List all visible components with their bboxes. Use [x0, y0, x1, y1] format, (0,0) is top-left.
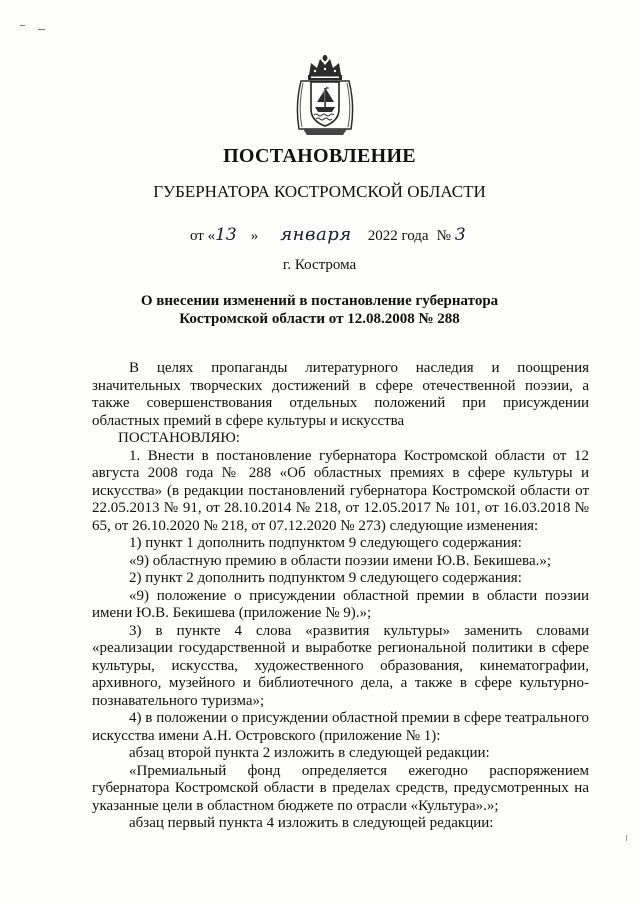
- city: г. Кострома: [282, 257, 357, 273]
- date-mid: »: [250, 228, 259, 244]
- document-heading: [0, 292, 639, 328]
- date-line: [190, 224, 466, 245]
- paragraph-decree: ПОСТАНОВЛЯЮ:: [118, 430, 240, 446]
- scan-speck: [626, 835, 627, 841]
- date-month: января: [280, 224, 352, 245]
- paragraph: «Премиальный фонд определяется ежегодно распоряжением губернатора Костромской области в пределах средств, предусмотренных на указанные цели в областном бюджете по отрасли «Культура».»;: [92, 762, 589, 814]
- heading-line: О внесении изменений в постановление губернатора: [140, 293, 499, 309]
- date-day: 13: [215, 225, 237, 245]
- paragraph: 3) в пункте 4 слова «развития культуры» заменить словами «реализации государственной и выработке региональной политики в сфере культуры, искусства, художественного образования, кинематографии, архивного, музейного и библиотечного дела, а также в сфере культурно-познавательного туризма»;: [92, 622, 589, 709]
- number-prefix: №: [436, 228, 451, 244]
- document-subtitle: ГУБЕРНАТОРА КОСТРОМСКОЙ ОБЛАСТИ: [153, 182, 486, 201]
- scan-speck: [38, 29, 45, 30]
- paragraph: абзац второй пункта 2 изложить в следующей редакции:: [129, 745, 490, 761]
- paragraph: «9) областную премию в области поэзии имени Ю.В. Бекишева.»;: [129, 552, 552, 569]
- paragraph: В целях пропаганды литературного наследия и поощрения значительных творческих достижений в сфере отечественной поэзии, а также совершенствования отдельных положений при присуждении областных премий в сфере культуры и искусства: [92, 360, 589, 429]
- document-body: [92, 360, 589, 833]
- paragraph: 2) пункт 2 дополнить подпунктом 9 следующего содержания:: [129, 570, 522, 586]
- kostroma-coat-of-arms-icon: [293, 55, 357, 137]
- paragraph: 4) в положении о присуждении областной премии в сфере театрального искусства имени А.Н. Островского (приложение № 1):: [92, 710, 589, 744]
- heading-line: Костромской области от 12.08.2008 № 288: [179, 311, 460, 327]
- date-year: 2022 года: [367, 228, 429, 244]
- scan-speck: [20, 25, 25, 26]
- date-prefix: от «: [190, 228, 216, 244]
- paragraph: 1. Внести в постановление губернатора Костромской области от 12 августа 2008 года № 288 «Об областных премиях в сфере культуры и искусства» (в редакции постановлений губернатора Костромской области от 22.05.2013 № 91, от 28.10.2014 № 218, от 12.05.2017 № 101, от 16.03.2018 № 65, от 26.10.2020 № 218, от 07.12.2020 № 273) следующие изменения:: [92, 447, 589, 534]
- paragraph: абзац первый пункта 4 изложить в следующей редакции:: [129, 815, 494, 831]
- document-number: 3: [454, 225, 466, 245]
- document-title: ПОСТАНОВЛЕНИЕ: [223, 145, 416, 167]
- paragraph: 1) пункт 1 дополнить подпунктом 9 следующего содержания:: [129, 535, 522, 551]
- paragraph: «9) положение о присуждении областной премии в области поэзии имени Ю.В. Бекишева (приложение № 9).»;: [92, 587, 589, 621]
